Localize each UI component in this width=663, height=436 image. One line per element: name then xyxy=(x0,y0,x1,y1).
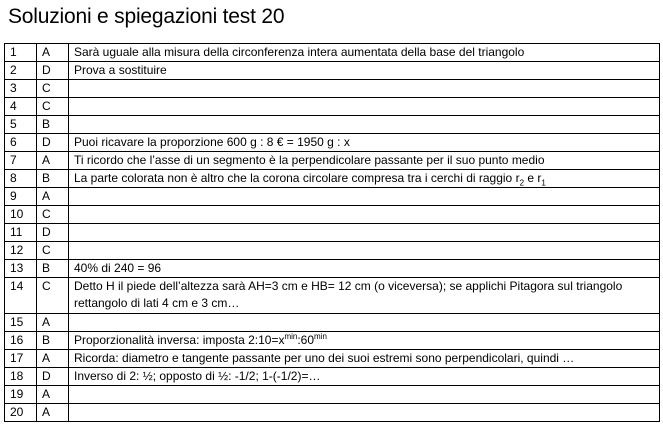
radius-symbol: r xyxy=(537,171,542,185)
question-number: 9 xyxy=(5,188,37,206)
explanation-text: 40% di 240 = 96 xyxy=(74,261,162,275)
table-row xyxy=(5,98,660,116)
explanation-text: Ti ricordo che l’asse di un segmento è la perpendicolare passante per il suo punto medio xyxy=(74,153,545,167)
explanation-text: Sarà uguale alla misura della circonferenza intera aumentata della base del triangolo xyxy=(74,45,525,59)
exponent-text: min xyxy=(314,332,327,341)
question-number: 17 xyxy=(5,350,37,368)
radius-subscript: 1 xyxy=(541,178,546,188)
table-row xyxy=(5,224,660,242)
explanation-cell xyxy=(69,224,660,242)
explanation-cell xyxy=(69,44,660,62)
explanation-cell xyxy=(69,350,660,368)
question-number: 10 xyxy=(5,206,37,224)
answer-letter: C xyxy=(37,98,69,116)
question-number: 18 xyxy=(5,368,37,386)
answer-letter: C xyxy=(37,242,69,260)
question-number: 8 xyxy=(5,170,37,188)
question-number: 5 xyxy=(5,116,37,134)
question-number: 12 xyxy=(5,242,37,260)
table-row xyxy=(5,386,660,404)
table-row xyxy=(5,350,660,368)
table-row xyxy=(5,170,660,188)
question-number: 15 xyxy=(5,314,37,332)
question-number: 7 xyxy=(5,152,37,170)
table-row xyxy=(5,278,660,314)
table-row xyxy=(5,404,660,422)
explanation-cell xyxy=(69,314,660,332)
answer-letter: D xyxy=(37,62,69,80)
question-number: 11 xyxy=(5,224,37,242)
explanation-cell xyxy=(69,188,660,206)
question-number: 14 xyxy=(5,278,37,314)
answer-letter: B xyxy=(37,116,69,134)
explanation-text: Inverso di 2: ½; opposto di ½: -1/2; 1-(-1/2)=… xyxy=(74,369,321,383)
question-number: 13 xyxy=(5,260,37,278)
answer-letter: A xyxy=(37,188,69,206)
table-row xyxy=(5,134,660,152)
question-number: 16 xyxy=(5,332,37,350)
question-number: 3 xyxy=(5,80,37,98)
answer-letter: C xyxy=(37,80,69,98)
answer-letter: A xyxy=(37,314,69,332)
table-row xyxy=(5,206,660,224)
answer-letter: A xyxy=(37,44,69,62)
table-row xyxy=(5,62,660,80)
explanation-text: Proporzionalità inversa: imposta 2:10=x xyxy=(74,333,285,347)
explanation-text: Detto H il piede dell’altezza sarà AH=3 cm e HB= 12 cm (o viceversa); se applichi Pitagora sul triangolo rettangolo di lati 4 cm e 3 cm… xyxy=(74,279,623,310)
answer-letter: A xyxy=(37,152,69,170)
table-row xyxy=(5,260,660,278)
question-number: 1 xyxy=(5,44,37,62)
answer-letter: A xyxy=(37,350,69,368)
explanation-cell xyxy=(69,242,660,260)
explanation-cell xyxy=(69,260,660,278)
explanation-cell xyxy=(69,332,660,350)
answers-table xyxy=(4,43,660,422)
answer-letter: D xyxy=(37,224,69,242)
answer-letter: A xyxy=(37,404,69,422)
explanation-text: Puoi ricavare la proporzione 600 g : 8 € = 1950 g : x xyxy=(74,135,350,149)
table-row xyxy=(5,332,660,350)
explanation-text: Ricorda: diametro e tangente passante per uno dei suoi estremi sono perpendicolari, quindi … xyxy=(74,351,575,365)
explanation-cell xyxy=(69,98,660,116)
table-row xyxy=(5,314,660,332)
radius-symbol: r xyxy=(515,171,520,185)
explanation-cell xyxy=(69,134,660,152)
question-number: 6 xyxy=(5,134,37,152)
question-number: 20 xyxy=(5,404,37,422)
answer-letter: D xyxy=(37,368,69,386)
answer-letter: B xyxy=(37,332,69,350)
table-row xyxy=(5,116,660,134)
explanation-cell xyxy=(69,62,660,80)
explanation-cell xyxy=(69,152,660,170)
answer-letter: C xyxy=(37,278,69,314)
answer-letter: A xyxy=(37,386,69,404)
answer-letter: B xyxy=(37,260,69,278)
explanation-cell xyxy=(69,170,660,188)
explanation-cell xyxy=(69,80,660,98)
explanation-cell xyxy=(69,386,660,404)
answer-letter: C xyxy=(37,206,69,224)
answers-table-body xyxy=(5,44,660,422)
page-title: Soluzioni e spiegazioni test 20 xyxy=(8,5,285,28)
table-row xyxy=(5,242,660,260)
radius-subscript: 2 xyxy=(519,178,525,188)
explanation-cell xyxy=(69,368,660,386)
explanation-cell xyxy=(69,278,660,314)
explanation-cell xyxy=(69,206,660,224)
exponent-text: min xyxy=(284,332,298,341)
answer-letter: B xyxy=(37,170,69,188)
explanation-text: La parte colorata non è altro che la corona circolare compresa tra i cerchi di raggio xyxy=(74,171,513,185)
explanation-text: Prova a sostituire xyxy=(74,63,167,77)
table-row xyxy=(5,368,660,386)
ratio-text: :60 xyxy=(297,333,315,347)
table-row xyxy=(5,188,660,206)
explanation-cell xyxy=(69,404,660,422)
table-row xyxy=(5,44,660,62)
conjunction-text: e xyxy=(524,171,538,185)
question-number: 19 xyxy=(5,386,37,404)
answer-letter: D xyxy=(37,134,69,152)
question-number: 4 xyxy=(5,98,37,116)
table-row xyxy=(5,152,660,170)
explanation-cell xyxy=(69,116,660,134)
question-number: 2 xyxy=(5,62,37,80)
table-row xyxy=(5,80,660,98)
